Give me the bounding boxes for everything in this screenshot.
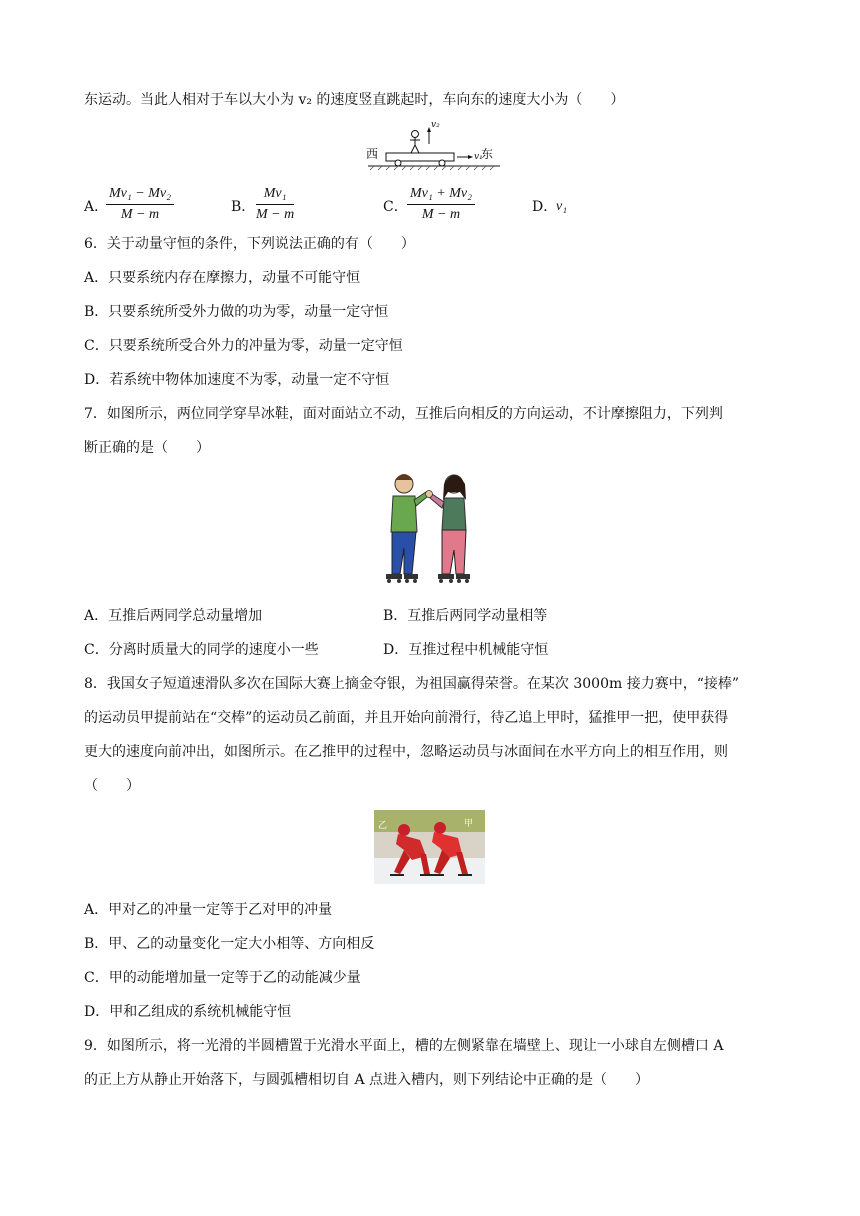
q8-figure-label-yi: 乙	[378, 821, 388, 831]
q5-option-b-numerator: Mv₁	[256, 186, 294, 205]
q7-option-b: B．互推后两同学动量相等	[383, 608, 548, 624]
q5-option-c-denominator: M − m	[421, 207, 461, 222]
q9-stem-line2: 的正上方从静止开始落下，与圆弧槽相切自 A 点进入槽内，则下列结论中正确的是（ ）	[84, 1072, 650, 1088]
q8-option-a: A．甲对乙的冲量一定等于乙对甲的冲量	[84, 902, 333, 918]
q5-figure-v2: v₂	[431, 120, 440, 130]
q5-option-b-fraction	[256, 186, 294, 223]
q7-option-c: C．分离时质量大的同学的速度小一些	[84, 642, 319, 658]
q8-figure-label-jia: 甲	[464, 819, 474, 829]
q8-option-b: B．甲、乙的动量变化一定大小相等、方向相反	[84, 936, 375, 952]
q5-option-a-letter: A．	[84, 199, 109, 215]
q7-figure-skaters	[380, 470, 480, 588]
q6-option-c: C．只要系统所受合外力的冲量为零，动量一定守恒	[84, 338, 403, 354]
q5-option-a-numerator: Mv₁ − Mv₂	[106, 186, 174, 205]
q7-option-a: A．互推后两同学总动量增加	[84, 608, 263, 624]
q5-figure-west: 西	[366, 147, 379, 161]
q5-figure-cart	[360, 120, 510, 175]
q5-figure-v1: v₁	[474, 152, 483, 162]
q6-option-a: A．只要系统内存在摩擦力，动量不可能守恒	[84, 270, 361, 286]
q5-option-c-letter: C．	[383, 199, 408, 215]
q5-option-b-letter: B．	[231, 199, 256, 215]
q8-option-d: D．甲和乙组成的系统机械能守恒	[84, 1004, 292, 1020]
q8-stem-line4: （ ）	[84, 778, 140, 794]
q5-option-a-fraction	[106, 186, 174, 223]
q5-option-b-denominator: M − m	[256, 207, 295, 222]
q7-stem-line1: 7．如图所示，两位同学穿旱冰鞋，面对面站立不动，互推后向相反的方向运动，不计摩擦阻力，下列判	[84, 406, 723, 422]
q6-stem: 6．关于动量守恒的条件，下列说法正确的有（ ）	[84, 236, 415, 252]
q7-option-d: D．互推过程中机械能守恒	[383, 642, 549, 658]
q5-option-c-numerator: Mv₁ + Mv₂	[407, 186, 475, 205]
q5-option-d-letter: D．	[532, 199, 558, 215]
q6-option-d: D．若系统中物体加速度不为零，动量一定不守恒	[84, 372, 390, 388]
q6-option-b: B．只要系统所受外力做的功为零，动量一定守恒	[84, 304, 389, 320]
q5-option-d-text: v₁	[556, 199, 568, 214]
q8-option-c: C．甲的动能增加量一定等于乙的动能减少量	[84, 970, 361, 986]
q8-stem-line3: 更大的速度向前冲出，如图所示。在乙推甲的过程中，忽略运动员与冰面间在水平方向上的相互作用，则	[84, 744, 728, 760]
q8-stem-line2: 的运动员甲提前站在“交棒”的运动员乙前面，并且开始向前滑行，待乙追上甲时，猛推甲一把，使甲获得	[84, 710, 729, 726]
q5-option-c-fraction	[407, 186, 475, 223]
q5-option-a-denominator: M − m	[120, 207, 160, 222]
q5-stem-tail: 东运动。当此人相对于车以大小为 v₂ 的速度竖直跳起时，车向东的速度大小为（ ）	[84, 92, 625, 108]
q8-figure-speed-skaters	[374, 810, 485, 884]
q7-stem-line2: 断正确的是（ ）	[84, 440, 210, 456]
q8-stem-line1: 8．我国女子短道速滑队多次在国际大赛上摘金夺银，为祖国赢得荣誉。在某次 3000m 接力赛中，“接棒”	[84, 676, 740, 692]
q5-figure-east: 东	[481, 147, 494, 161]
q9-stem-line1: 9．如图所示，将一光滑的半圆槽置于光滑水平面上，槽的左侧紧靠在墙壁上、现让一小球自左侧槽口 A	[84, 1038, 724, 1054]
